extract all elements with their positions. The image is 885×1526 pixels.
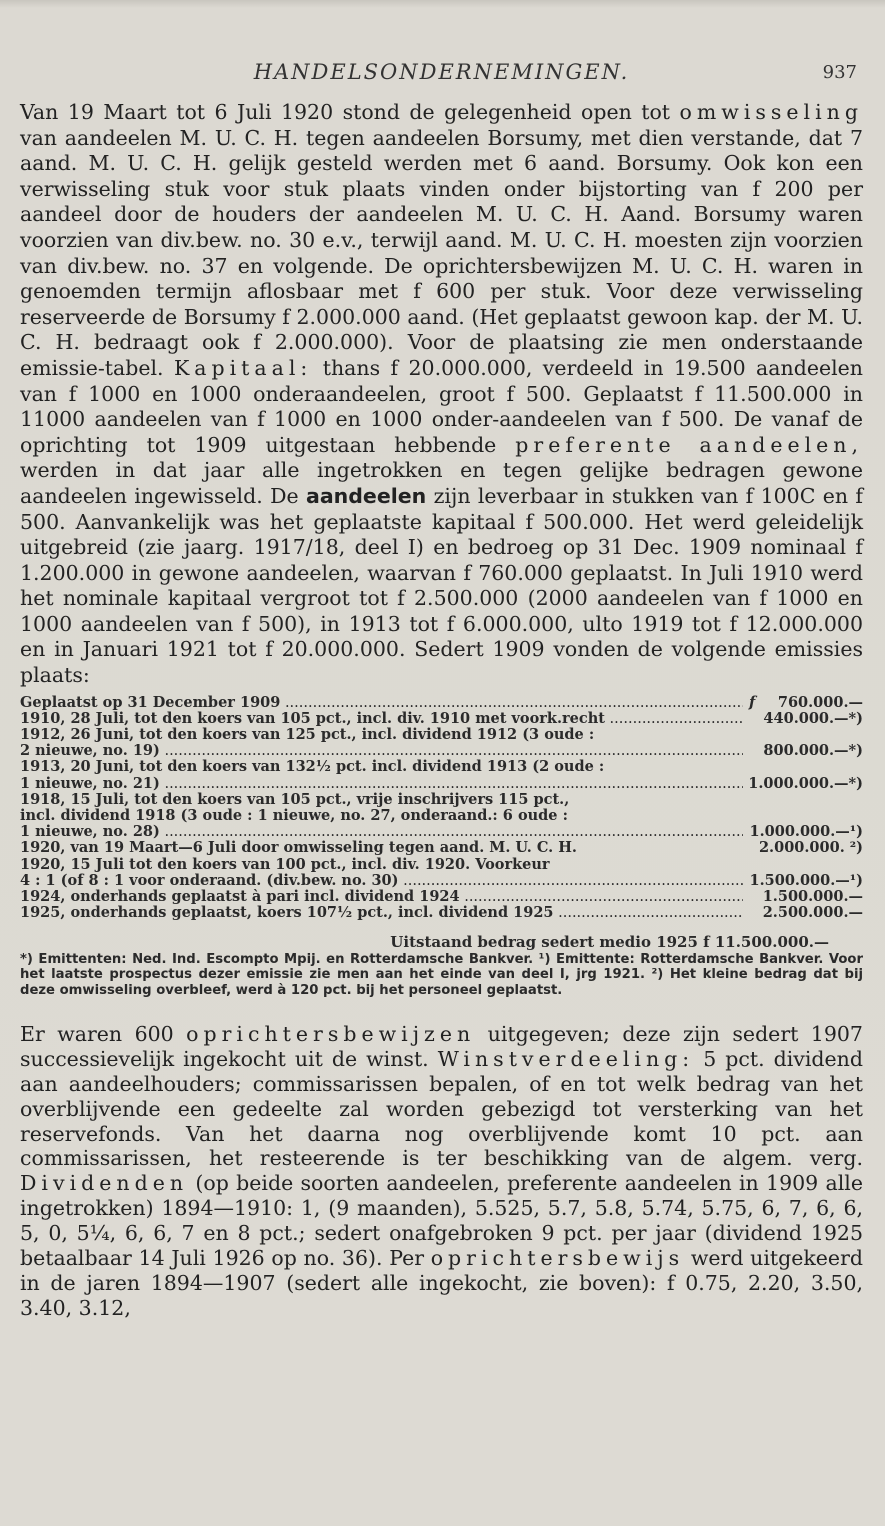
- table-row: [20, 905, 863, 921]
- emission-table: [20, 695, 863, 950]
- row-description: Geplaatst op 31 December 1909: [20, 694, 281, 711]
- spaced-term: oprichtersbewijzen: [186, 1021, 476, 1046]
- row-amount: 1.000.000.—*): [748, 774, 863, 792]
- row-description: 1 nieuwe, no. 21): [20, 775, 160, 792]
- row-description: 4 : 1 (of 8 : 1 voor onderaand. (div.bew. no. 30): [20, 872, 399, 889]
- text-run: (op beide soorten aandeelen, preferente aandeelen in 1909 alle ingetrokken) 1894—1910: 1, (9 maanden), 5.525, 5.7, 5.8, 5.74, 5.75, 6, 7, 6, 6, 5, 0, 5¼, 6, 6, 7 en 8 pct.; sedert onafgebroken 9 pct. per jaar (dividend 1925 betaalbaar 14 Juli 1926 op no. 36). Per: [20, 1171, 863, 1271]
- row-amount: 1.500.000.—¹): [749, 871, 863, 889]
- table-total: Uitstaand bedrag sedert medio 1925 f 11.500.000.—: [390, 932, 829, 951]
- row-amount: 2.500.000.—: [762, 904, 863, 922]
- spaced-term: preferente aandeelen,: [515, 432, 863, 457]
- currency-symbol: f: [749, 693, 756, 711]
- row-amount: 2.000.000. ²): [758, 839, 863, 857]
- spaced-term: Dividenden: [20, 1171, 189, 1196]
- text-run: thans f 20.000.000, verdeeld in 19.500 aandeelen van f 1000 en 1000 onderaandeelen, groot f 500. Geplaatst f 11.500.000 in 11000 aandeelen van f 1000 en 1000 onder-aandeelen van f 500. De vanaf de oprichting tot 1909 uitgestaan hebbende: [20, 355, 863, 457]
- table-row: [20, 840, 863, 856]
- row-description: 2 nieuwe, no. 19): [20, 743, 160, 760]
- text-run: 5 pct. dividend aan aandeelhouders; commissarissen bepalen, of en tot welk bedrag van het overblijvende een gedeelte zal worden gebezigd tot versterking van het reservefonds. Van het daarna nog overblijvende komt 10 pct. aan commissarissen, het resteerende is ter beschikking van de algem. verg.: [20, 1046, 863, 1171]
- page-number: 937: [822, 62, 857, 83]
- table-row: [20, 889, 863, 905]
- text-run: Van 19 Maart tot 6 Juli 1920 stond de gelegenheid open tot: [20, 100, 680, 124]
- table-row: [20, 792, 863, 808]
- spaced-term: Kapitaal:: [173, 355, 313, 380]
- text-run: uitgegeven; deze zijn sedert 1907 successievelijk ingekocht uit de winst.: [20, 1021, 863, 1071]
- paragraph-dividends: [20, 1022, 863, 1321]
- page-header: [20, 0, 863, 100]
- row-description: incl. dividend 1918 (3 oude : 1 nieuwe, no. 27, onderaand.: 6 oude :: [20, 808, 568, 825]
- row-description: 1920, 15 Juli tot den koers van 100 pct., incl. div. 1920. Voorkeur: [20, 856, 550, 873]
- text-run: werden in dat jaar alle ingetrokken en tegen gelijke bedragen gewone aandeelen ingewisseld. De: [20, 458, 863, 508]
- table-row: [20, 727, 863, 743]
- row-description: 1910, 28 Juli, tot den koers van 105 pct., incl. div. 1910 met voork.recht: [20, 710, 605, 727]
- text-run: werd uitgekeerd in de jaren 1894—1907 (sedert alle ingekocht, zie boven): f 0.75, 2.20, 3.50, 3.40, 3.12,: [20, 1246, 863, 1320]
- row-amount: 1.500.000.—: [762, 888, 863, 906]
- table-row: [20, 873, 863, 889]
- running-head: HANDELSONDERNEMINGEN.: [253, 60, 630, 84]
- row-amount: 800.000.—*): [763, 742, 863, 760]
- row-description: 1913, 20 Juni, tot den koers van 132½ pct. incl. dividend 1913 (2 oude :: [20, 759, 605, 776]
- row-description: 1 nieuwe, no. 28): [20, 824, 160, 841]
- bold-term: aandeelen: [305, 483, 427, 508]
- text-run: Er waren 600: [20, 1021, 187, 1046]
- text-run: van aandeelen M. U. C. H. tegen aandeelen Borsumy, met dien verstande, dat 7 aand. M. U. C. H. gelijk gesteld werden met 6 aand. Borsumy. Ook kon een verwisseling stuk voor stuk plaats vinden onder bijstorting van f 200 per aandeel door de houders der aandeelen M. U. C. H. Aand. Borsumy waren voorzien van div.bew. no. 30 e.v., terwijl aand. M. U. C. H. moesten zijn voorzien van div.bew. no. 37 en volgende. De oprichtersbewijzen M. U. C. H. waren in genoemden termijn aflosbaar met f 600 per stuk. Voor deze verwisseling reserveerde de Borsumy f 2.000.000 aand. (Het geplaatst gewoon kap. der M. U. C. H. bedraagt ook f 2.000.000). Voor de plaatsing zie men onderstaande emissie-tabel.: [20, 125, 863, 380]
- table-row: [20, 711, 863, 727]
- text-run: zijn leverbaar in stukken van f 100C en f 500. Aanvankelijk was het geplaatste kapitaal f 500.000. Het werd geleidelijk uitgebreid (zie jaarg. 1917/18, deel I) en bedroeg op 31 Dec. 1909 nominaal f 1.200.000 in gewone aandeelen, waarvan f 760.000 geplaatst. In Juli 1910 werd het nominale kapitaal vergroot tot f 2.500.000 (2000 aandeelen van f 1000 en 1000 aandeelen van f 500), in 1913 tot f 6.000.000, ulto 1919 tot f 12.000.000 en in Januari 1921 tot f 20.000.000. Sedert 1909 vonden de volgende emissies plaats:: [20, 483, 863, 688]
- table-row: [20, 776, 863, 792]
- footnotes: *) Emittenten: Ned. Ind. Escompto Mpij. en Rotterdamsche Bankver. ¹) Emittente: Rotterdamsche Bankver. Voor het laatste prospectus dezer emissie zie men aan het einde van deel I, jrg 1921. ²) Het kleine bedrag dat bij deze omwisseling overbleef, werd à 120 pct. bij het personeel geplaatst.: [20, 951, 863, 998]
- table-row: [20, 743, 863, 759]
- row-description: 1912, 26 Juni, tot den koers van 125 pct., incl. dividend 1912 (3 oude :: [20, 727, 595, 744]
- table-row: [20, 808, 863, 824]
- row-description: 1918, 15 Juli, tot den koers van 105 pct., vrije inschrijvers 115 pct.,: [20, 791, 570, 808]
- spaced-term: oprichtersbewijs: [430, 1246, 685, 1271]
- row-amount: 440.000.—*): [763, 709, 863, 727]
- row-description: 1920, van 19 Maart—6 Juli door omwisseling tegen aand. M. U. C. H.: [20, 840, 577, 857]
- spaced-term: Winstverdeeling:: [437, 1046, 695, 1071]
- row-amount: 1.000.000.—¹): [749, 823, 863, 841]
- table-row: [20, 857, 863, 873]
- table-row: [20, 824, 863, 840]
- row-description: 1925, onderhands geplaatst, koers 107½ pct., incl. dividend 1925: [20, 905, 554, 922]
- paragraph-exchange: [20, 100, 863, 689]
- spaced-term: omwisseling: [679, 100, 863, 124]
- row-description: 1924, onderhands geplaatst à pari incl. dividend 1924: [20, 889, 460, 906]
- row-amount: 760.000.—: [777, 693, 863, 711]
- table-row: [20, 759, 863, 775]
- table-row: [20, 695, 863, 711]
